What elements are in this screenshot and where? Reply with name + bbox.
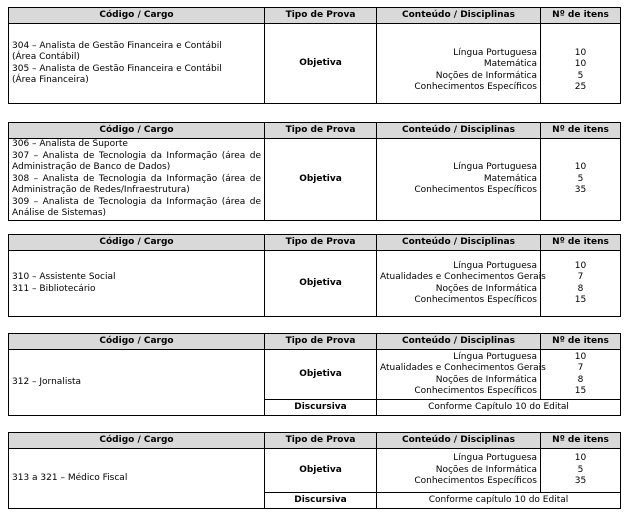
table-row: [9, 24, 621, 104]
header-conteudo: Conteúdo / Disciplinas: [377, 8, 541, 24]
header-tipo-prova: Tipo de Prova: [265, 235, 377, 251]
exam-table-3: [8, 234, 621, 317]
tipo-prova-discursiva: Discursiva: [265, 493, 377, 509]
header-codigo-cargo: Código / Cargo: [9, 235, 265, 251]
header-row: [9, 123, 621, 139]
table-row: [9, 449, 621, 493]
header-row: [9, 334, 621, 350]
exam-table-2: [8, 122, 621, 221]
tipo-prova: Objetiva: [265, 139, 377, 221]
roles-cell: [9, 24, 265, 104]
item-count: 10: [574, 351, 587, 362]
item-count: 7: [577, 363, 584, 373]
item-count: 15: [574, 386, 587, 396]
exam-table-5: [8, 432, 621, 509]
role: 307 – Analista de Tecnologia da Informação (área de Administração de Banco de Dados): [12, 150, 261, 172]
header-itens: Nº de itens: [541, 334, 621, 350]
role: 306 – Analista de Suporte: [12, 139, 128, 149]
subject: Língua Portuguesa: [453, 453, 537, 464]
header-tipo-prova: Tipo de Prova: [265, 433, 377, 449]
item-count: 10: [574, 260, 587, 271]
item-count: 25: [574, 82, 587, 92]
subject: Noções de Informática: [435, 283, 537, 294]
subject: Conhecimentos Específicos: [414, 82, 537, 92]
items-cell: [541, 139, 621, 221]
header-tipo-prova: Tipo de Prova: [265, 334, 377, 350]
subject: Matemática: [483, 59, 537, 69]
role: (Área Contábil): [12, 52, 80, 62]
item-count: 35: [574, 185, 587, 195]
subject: Língua Portuguesa: [453, 351, 537, 362]
subjects-cell: [377, 24, 541, 104]
items-cell: [541, 449, 621, 493]
header-codigo-cargo: Código / Cargo: [9, 433, 265, 449]
role: 313 a 321 – Médico Fiscal: [12, 472, 128, 483]
subject: Atualidades e Conhecimentos Gerais: [380, 363, 546, 373]
item-count: 15: [574, 295, 587, 305]
role: 310 – Assistente Social: [12, 272, 116, 282]
tipo-prova: Objetiva: [265, 350, 377, 400]
tipo-prova: Objetiva: [265, 251, 377, 317]
tipo-prova-discursiva: Discursiva: [265, 400, 377, 416]
item-count: 8: [577, 283, 584, 294]
subject: Língua Portuguesa: [453, 260, 537, 271]
table-row: [9, 350, 621, 400]
role: 304 – Analista de Gestão Financeira e Contábil: [12, 40, 222, 51]
roles-cell: [9, 350, 265, 416]
table-row: [9, 251, 621, 317]
header-conteudo: Conteúdo / Disciplinas: [377, 334, 541, 350]
header-codigo-cargo: Código / Cargo: [9, 334, 265, 350]
subject: Conhecimentos Específicos: [414, 476, 537, 487]
subject: Noções de Informática: [435, 70, 537, 81]
subjects-cell: [377, 350, 546, 400]
header-conteudo: Conteúdo / Disciplinas: [377, 433, 541, 449]
discursiva-content: Conforme capítulo 10 do Edital: [377, 493, 621, 509]
roles-cell: [9, 139, 265, 221]
header-itens: Nº de itens: [541, 235, 621, 251]
header-codigo-cargo: Código / Cargo: [9, 123, 265, 139]
subject: Matemática: [483, 173, 537, 184]
discursiva-content: Conforme Capítulo 10 do Edital: [377, 400, 621, 416]
tipo-prova: Objetiva: [265, 24, 377, 104]
subjects-cell: [377, 139, 541, 221]
role: 309 – Analista de Tecnologia da Informação (área de Análise de Sistemas): [12, 196, 261, 218]
item-count: 10: [574, 162, 587, 172]
roles-cell: [9, 251, 265, 317]
role: 308 – Analista de Tecnologia da Informação (área de Administração de Redes/Infraestrutura): [12, 173, 261, 195]
item-count: 8: [577, 374, 584, 385]
subjects-cell: [377, 449, 541, 493]
item-count: 5: [577, 173, 584, 184]
roles-cell: [9, 449, 265, 509]
item-count: 10: [574, 47, 587, 58]
exam-table-4: [8, 333, 621, 416]
item-count: 10: [574, 453, 587, 464]
table-row: [9, 139, 621, 221]
role: (Área Financeira): [12, 75, 89, 85]
header-conteudo: Conteúdo / Disciplinas: [377, 123, 541, 139]
item-count: 5: [577, 464, 584, 475]
header-tipo-prova: Tipo de Prova: [265, 8, 377, 24]
subject: Noções de Informática: [435, 374, 537, 385]
items-cell: [541, 251, 621, 317]
item-count: 5: [577, 70, 584, 81]
role: 312 – Jornalista: [12, 376, 82, 387]
item-count: 10: [574, 59, 587, 69]
header-itens: Nº de itens: [541, 123, 621, 139]
header-codigo-cargo: Código / Cargo: [9, 8, 265, 24]
header-row: [9, 433, 621, 449]
items-cell: [541, 350, 621, 400]
item-count: 7: [577, 272, 584, 282]
subject: Noções de Informática: [435, 464, 537, 475]
subject: Língua Portuguesa: [453, 47, 537, 58]
item-count: 35: [574, 476, 587, 487]
subjects-cell: [377, 251, 546, 317]
subject: Atualidades e Conhecimentos Gerais: [380, 272, 546, 282]
exam-table-1: [8, 7, 621, 104]
subject: Língua Portuguesa: [453, 162, 537, 172]
subject: Conhecimentos Específicos: [414, 386, 537, 396]
header-row: [9, 8, 621, 24]
header-conteudo: Conteúdo / Disciplinas: [377, 235, 541, 251]
header-itens: Nº de itens: [541, 8, 621, 24]
items-cell: [541, 24, 621, 104]
tipo-prova: Objetiva: [265, 449, 377, 493]
header-itens: Nº de itens: [541, 433, 621, 449]
subject: Conhecimentos Específicos: [414, 295, 537, 305]
header-row: [9, 235, 621, 251]
subject: Conhecimentos Específicos: [414, 185, 537, 195]
header-tipo-prova: Tipo de Prova: [265, 123, 377, 139]
role: 305 – Analista de Gestão Financeira e Contábil: [12, 63, 222, 74]
role: 311 – Bibliotecário: [12, 283, 96, 294]
